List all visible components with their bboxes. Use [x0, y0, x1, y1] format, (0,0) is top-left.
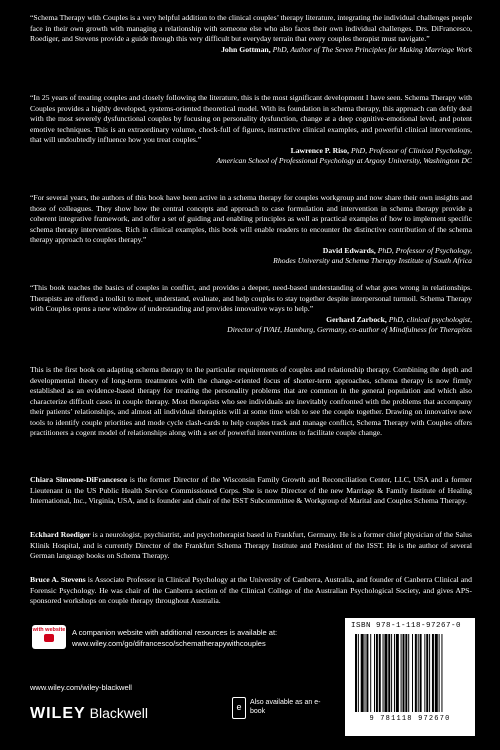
book-description: This is the first book on adapting schema therapy to the particular requirements of couples and relationship therapy. Combining the depth and developmental theory of long-term treatments with the change-oriented focus of shorter-term approaches, schema therapy is now firmly established as an evidence-based therapy for treating the personality problems that are common in the general population and which also characterize difficult cases in couple therapy. Most therapists who see individuals are inevitably confronted with the problems that accompany their patients’ relationships, and almost all individual therapists will at some time wish to see the couple together. Drawing on innovative new tools to identify couple priorities and mode cycle clash-cards to help couples track and manage conflict, Schema Therapy with Couples offers practitioners a cogent model of relationships along with a set of powerful interventions to facilitate couple change. [30, 365, 472, 437]
publisher-url[interactable]: www.wiley.com/wiley-blackwell [30, 683, 132, 692]
companion-website-label: A companion website with additional resources is available at: [72, 628, 278, 637]
barcode-icon [351, 634, 469, 714]
endorser-affiliation: American School of Professional Psychology at Argosy University, Washington DC [216, 156, 472, 165]
author-name: Eckhard Roediger [30, 530, 91, 539]
author-name: Bruce A. Stevens [30, 575, 86, 584]
endorser-affiliation: Rhodes University and Schema Therapy Institute of South Africa [273, 256, 472, 265]
endorsement-attribution [30, 315, 472, 326]
endorsement-quote: “Schema Therapy with Couples is a very helpful addition to the clinical couples’ therapy literature, integrating the individual challenges people face in their own growth with managing a relationship with someone else who also faces their own individual challenges. Drs. DiFrancesco, Roediger, and Stevens provide a guide through this very difficult but everyday terrain that every couples therapist must navigate.” [30, 13, 472, 43]
endorsement-quote: “For several years, the authors of this book have been active in a schema therapy for couples workgroup and now share their own insights and those of colleagues. They show how the central concepts and approach to case formulation and intervention in schema therapy provide a coherent integrative framework, and offer a set of guiding and enabling principles as well as practical examples of how to implement specific schema therapy interventions. Rich in clinical examples, this book will enable readers to encounter the distinctive contribution of the schema therapy approach to couples therapy.” [30, 193, 472, 244]
author-name: Chiara Simeone-DiFrancesco [30, 475, 128, 484]
endorser-name: David Edwards, [322, 245, 376, 255]
endorsement-quote: “In 25 years of treating couples and closely following the literature, this is the most significant development I have seen. Schema Therapy with Couples provides a highly developed, systems-oriented theoretical model. With its foundation in schema therapy, this approach can deftly deal with the most severely dysfunctional couples by focusing on personality dysfunction, change at a deep cognitive-emotional level, and potent emotive techniques. This is an extraordinary volume, chock-full of figures, instructive clinical examples, and powerful clinical interventions, that will undoubtedly influence how you treat couples.” [30, 93, 472, 144]
barcode-digits: 9 781118 972670 [369, 715, 451, 723]
endorser-credentials: PhD, Author of The Seven Principles for Making Marriage Work [272, 44, 472, 54]
author-bio: Chiara Simeone-DiFrancesco is the former Director of the Wisconsin Family Growth and Reconciliation Center, LLC, USA and a former Lieutenant in the US Public Health Service Commissioned Corps. She is now Director of the new Marriage & Family Institute of Healing International, Inc., Virginia, USA, and is founder and chair of the ISST Subcommittee & Workgroup of Marital and Couples Schema Therapy. [30, 475, 472, 505]
endorser-credentials: PhD, Professor of Clinical Psychology, [351, 145, 472, 155]
endorsement-attribution [30, 146, 472, 157]
endorsement-1 [30, 13, 472, 55]
endorser-name: John Gottman, [221, 44, 271, 54]
endorsement-3 [30, 193, 472, 267]
companion-website-notice [72, 627, 332, 649]
endorser-name: Lawrence P. Riso, [290, 145, 350, 155]
endorser-credentials: PhD, clinical psychologist, [388, 314, 472, 324]
endorser-name: Gerhard Zarbock, [326, 314, 387, 324]
ebook-availability: Also available as an e-book [250, 699, 321, 715]
endorsement-attribution [30, 45, 472, 56]
wiley-blackwell-logo: WILEY Blackwell [30, 705, 149, 722]
companion-website-icon: with website [32, 625, 66, 649]
endorsement-4 [30, 283, 472, 336]
endorser-affiliation: Director of IVAH, Hamburg, Germany, co-author of Mindfulness for Therapists [227, 325, 472, 334]
companion-website-link[interactable]: www.wiley.com/go/difrancesco/schematherapywithcouples [72, 639, 266, 648]
isbn-label: ISBN 978-1-118-97267-0 [351, 622, 462, 630]
endorsement-attribution [30, 246, 472, 257]
endorsement-quote: “This book teaches the basics of couples in conflict, and provides a deeper, need-based understanding of what goes wrong in relationships. Therapists are offered a toolkit to meet, understand, evaluate, and help couples to stay together despite interpersonal turmoil. Schema Therapy with Couples opens a new window of understanding and provides innovative ways to help.” [30, 283, 472, 313]
ebook-icon: e [232, 697, 246, 719]
endorsement-2 [30, 93, 472, 167]
barcode-panel [345, 618, 475, 736]
endorser-credentials: PhD, Professor of Psychology, [377, 245, 472, 255]
author-bio: Bruce A. Stevens is Associate Professor in Clinical Psychology at the University of Canberra, Australia, and founder of Canberra Clinical and Forensic Psychology. He was chair of the Canberra section of the Clinical College of the Australian Psychological Society, and gives APS-sponsored workshops on couple therapy throughout Australia. [30, 575, 472, 605]
author-bio: Eckhard Roediger is a neurologist, psychiatrist, and psychotherapist based in Frankfurt, Germany. He is a former chief physician of the Salus Klinik Hospital, and is currently Director of the Frankfurt Schema Therapy Institute and President of the ISST. He is the author of several German language books on Schema Therapy. [30, 530, 472, 560]
